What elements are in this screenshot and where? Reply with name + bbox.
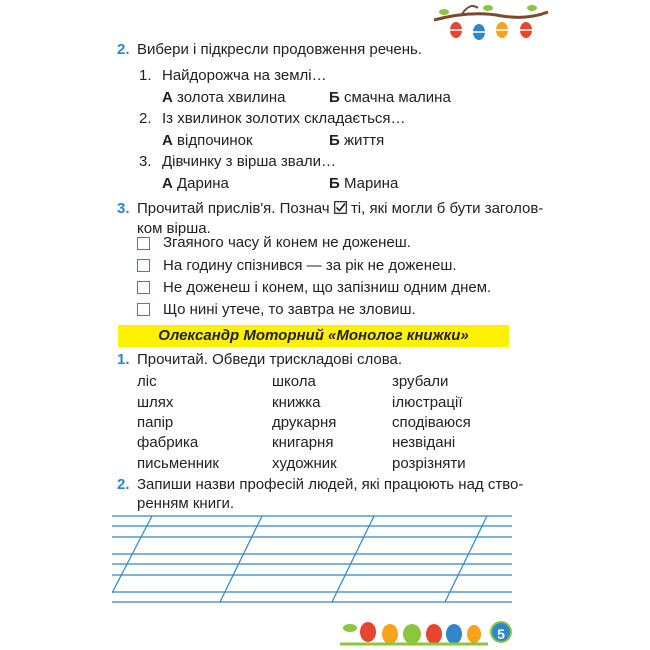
- task-number: 2.: [117, 476, 130, 493]
- proverb-checkbox[interactable]: [137, 237, 150, 250]
- option-text: відпочинок: [177, 132, 253, 149]
- task-number: 1.: [117, 351, 130, 368]
- option-letter: Б: [329, 175, 340, 192]
- option-letter: А: [162, 175, 173, 192]
- item-number: 3.: [139, 153, 152, 170]
- item-text: Найдорожча на землі…: [162, 67, 327, 84]
- option-a[interactable]: [162, 88, 286, 108]
- option-letter: А: [162, 132, 173, 149]
- option-text: життя: [343, 132, 385, 149]
- proverb-text: На годину спізнився — за рік не доженеш.: [163, 257, 457, 274]
- word[interactable]: письменник: [137, 455, 219, 472]
- word[interactable]: фабрика: [137, 434, 199, 451]
- word[interactable]: сподіваюся: [392, 414, 471, 431]
- easter-branch-decoration: [432, 0, 550, 48]
- item-number: 2.: [139, 110, 152, 127]
- word[interactable]: друкарня: [272, 414, 337, 431]
- task-number: 2.: [117, 41, 130, 58]
- option-b[interactable]: [329, 174, 398, 194]
- word[interactable]: розрізняти: [392, 455, 466, 472]
- easter-eggs-decoration: [340, 612, 488, 646]
- word[interactable]: зрубали: [392, 373, 449, 390]
- word[interactable]: книжка: [272, 394, 321, 411]
- item-text: Із хвилинок золотих складається…: [162, 110, 406, 127]
- option-text: смачна малина: [343, 89, 451, 106]
- checkbox-checked-icon: [334, 201, 347, 214]
- handwriting-lines[interactable]: [112, 513, 512, 603]
- word[interactable]: ліс: [137, 373, 157, 390]
- task-number: 3.: [117, 200, 130, 217]
- option-a[interactable]: [162, 131, 253, 151]
- option-b[interactable]: [329, 88, 451, 108]
- item-number: 1.: [139, 67, 152, 84]
- word[interactable]: незвідані: [392, 434, 456, 451]
- instruction-part: ті, які могли б бути заголов-: [350, 200, 544, 217]
- task-instruction: Вибери і підкресли продовження речень.: [137, 41, 423, 58]
- proverb-text: Що нині утече, то завтра не зловиш.: [163, 301, 416, 318]
- instruction-part: Прочитай прислів'я. Познач: [137, 200, 330, 217]
- proverb-text: Не доженеш і конем, що запізниш одним днем.: [163, 279, 492, 296]
- item-text: Дівчинку з вірша звали…: [162, 153, 337, 170]
- task-instruction-continued: ком вірша.: [137, 220, 211, 237]
- option-letter: А: [162, 89, 173, 106]
- proverb-text: Згаяного часу й конем не доженеш.: [163, 234, 411, 251]
- option-letter: Б: [329, 132, 340, 149]
- option-a[interactable]: [162, 174, 229, 194]
- task-instruction: [137, 199, 543, 219]
- word[interactable]: ілюстрації: [392, 394, 463, 411]
- task-instruction: Прочитай. Обведи трискладові слова.: [137, 351, 403, 368]
- page-number: 5: [490, 621, 512, 643]
- option-text: Марина: [343, 175, 399, 192]
- task-instruction-continued: ренням книги.: [137, 495, 235, 512]
- proverb-checkbox[interactable]: [137, 281, 150, 294]
- option-letter: Б: [329, 89, 340, 106]
- proverb-checkbox[interactable]: [137, 259, 150, 272]
- word[interactable]: школа: [272, 373, 316, 390]
- task-instruction: Запиши назви професій людей, які працюють над ство-: [137, 476, 524, 493]
- word[interactable]: шлях: [137, 394, 174, 411]
- proverb-checkbox[interactable]: [137, 303, 150, 316]
- word[interactable]: художник: [272, 455, 337, 472]
- word[interactable]: папір: [137, 414, 174, 431]
- section-title-banner: Олександр Моторний «Монолог книжки»: [118, 325, 509, 347]
- option-text: золота хвилина: [177, 89, 286, 106]
- option-b[interactable]: [329, 131, 384, 151]
- word[interactable]: книгарня: [272, 434, 334, 451]
- option-text: Дарина: [177, 175, 229, 192]
